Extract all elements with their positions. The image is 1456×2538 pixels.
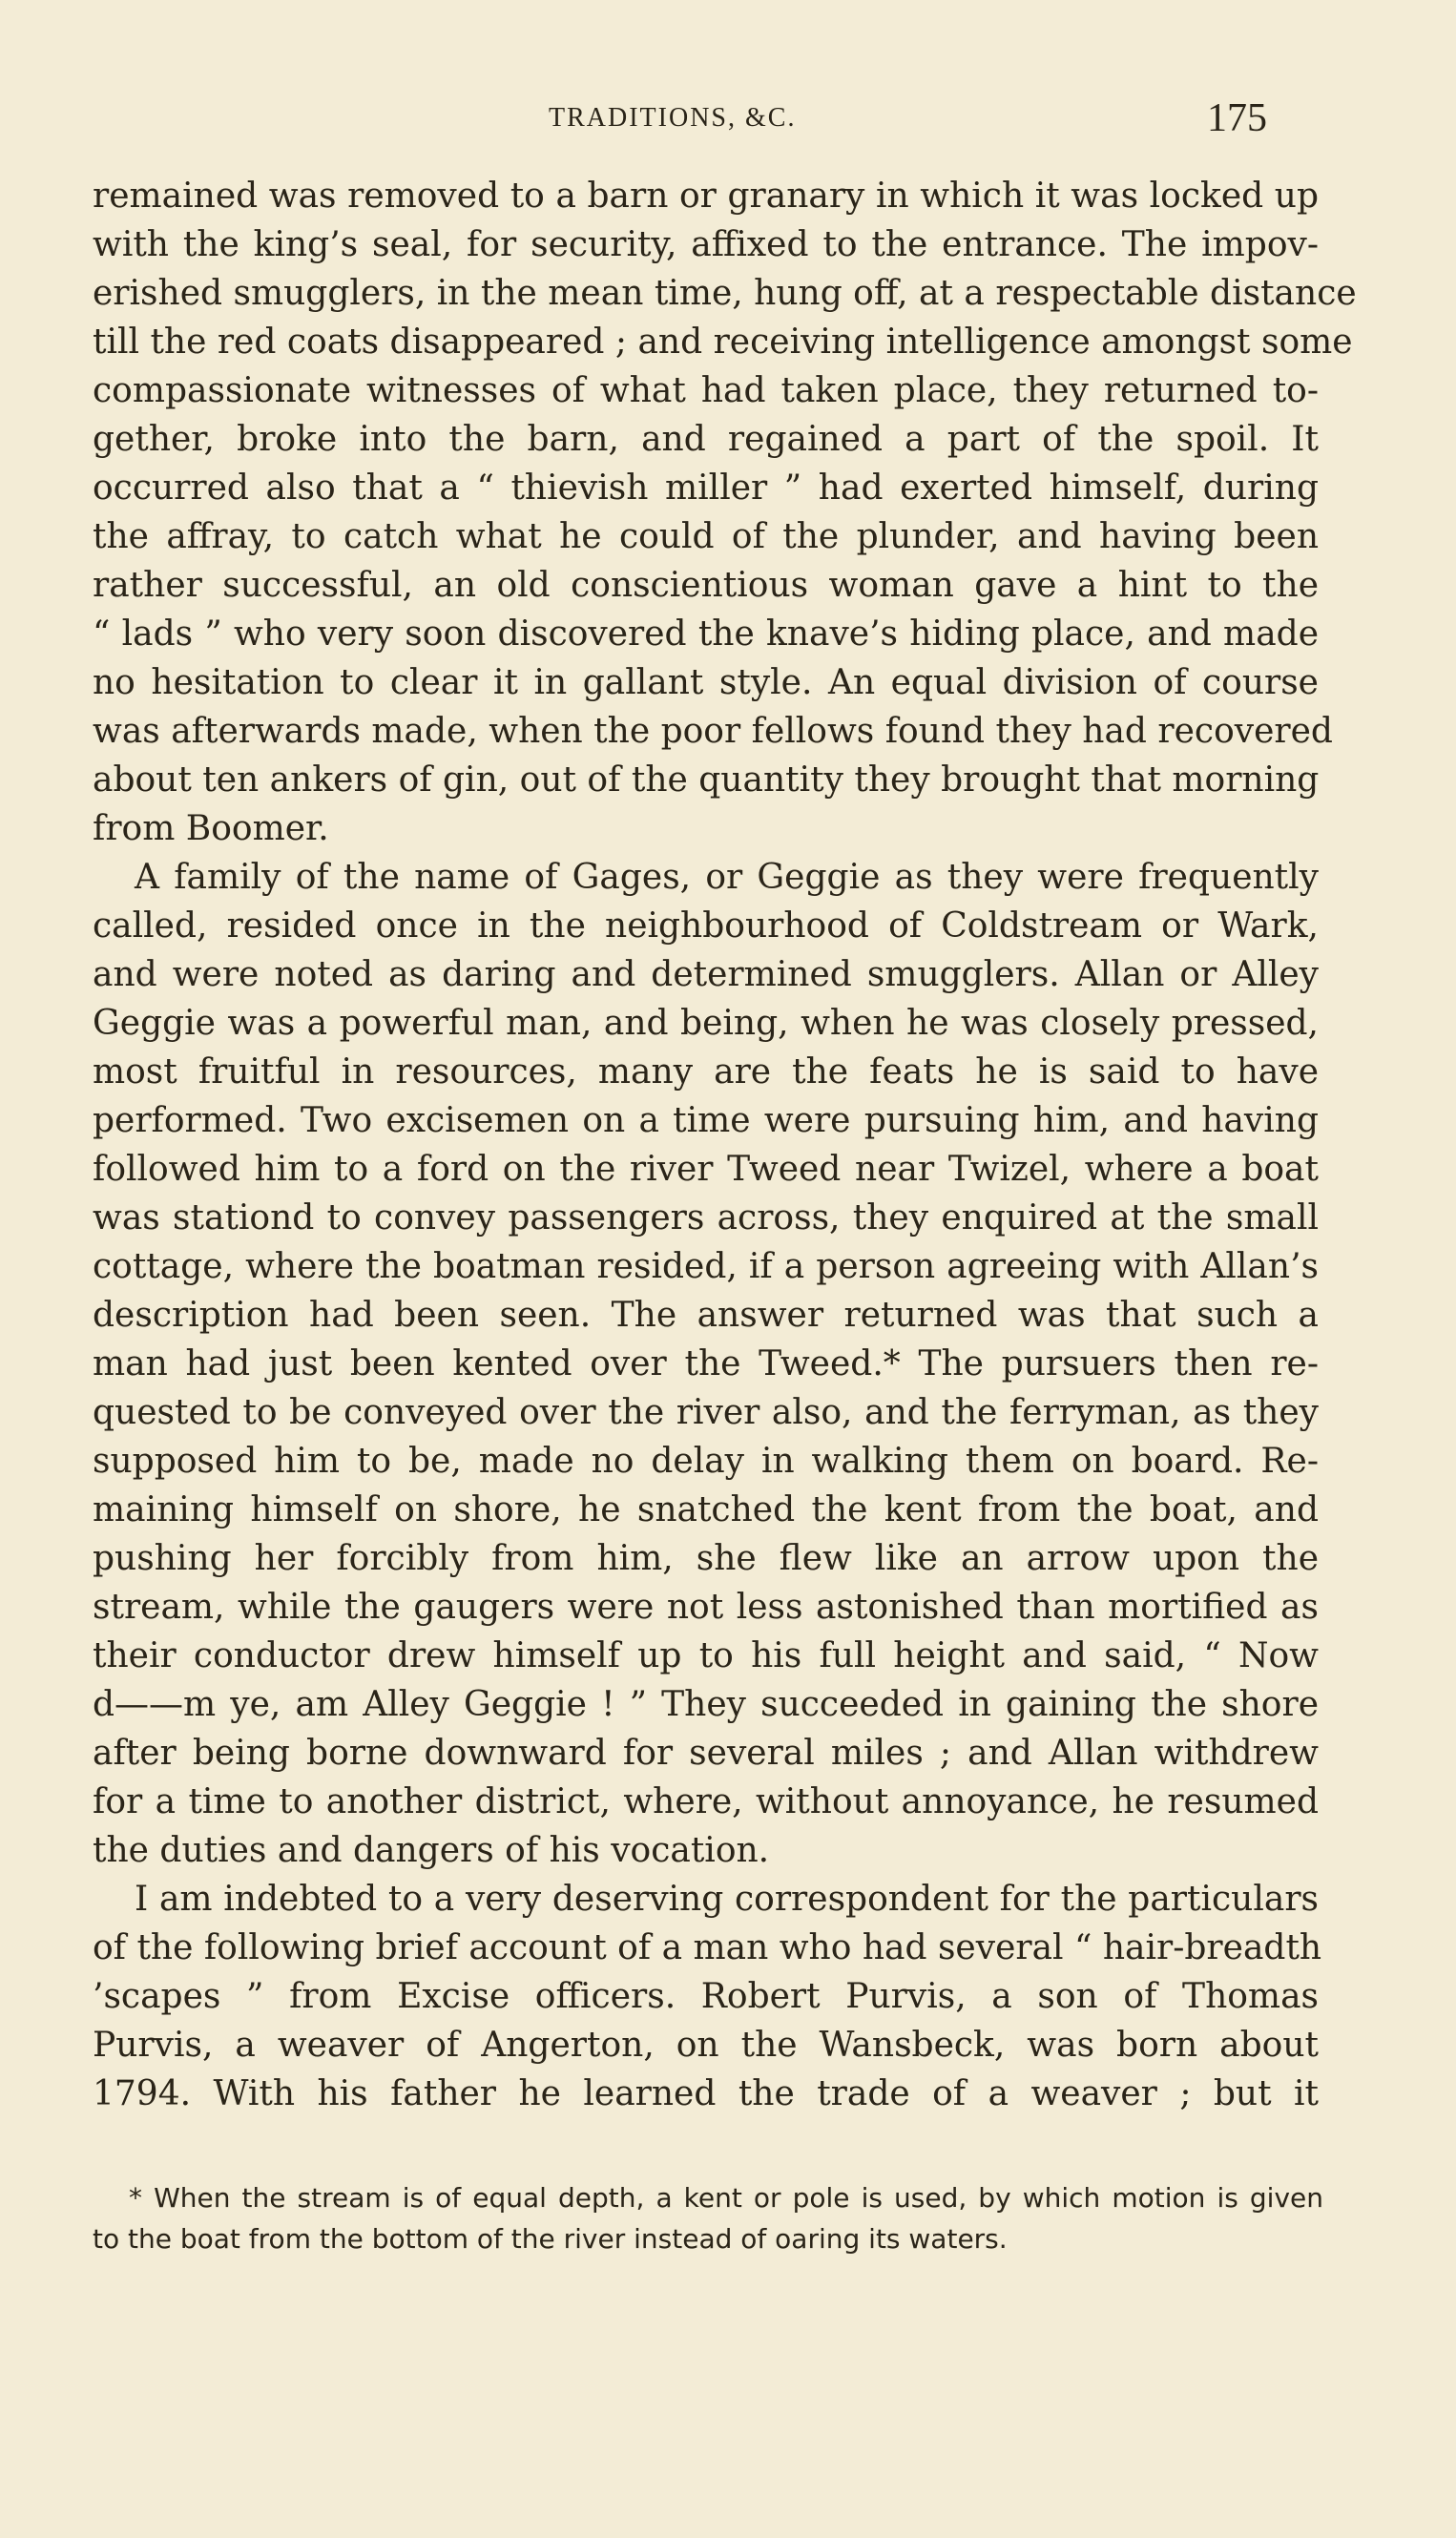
footnote-line: to the boat from the bottom of the river instead of oaring its waters. [93,2223,1008,2255]
text-line: about ten ankers of gin, out of the quantity they brought that morning [93,760,1320,800]
text-line: man had just been kented over the Tweed.* The pursuers then re- [93,1344,1319,1383]
text-line: Purvis, a weaver of Angerton, on the Wansbeck, was born about [93,2026,1319,2065]
text-line: the duties and dangers of his vocation. [93,1831,770,1870]
text-line: of the following brief account of a man who had several “ hair-breadth [93,1928,1322,1967]
running-title: TRADITIONS, &C. [549,103,797,133]
text-line: ’scapes ” from Excise officers. Robert Purvis, a son of Thomas [93,1977,1319,2016]
text-line: performed. Two excisemen on a time were pursuing him, and having [93,1101,1319,1140]
text-line: “ lads ” who very soon discovered the knave’s hiding place, and made [93,614,1319,654]
text-line: d——m ye, am Alley Geggie ! ” They succeeded in gaining the shore [93,1685,1319,1724]
text-line: erished smugglers, in the mean time, hung off, at a respectable distance [93,274,1357,313]
text-line: pushing her forcibly from him, she flew like an arrow upon the [93,1539,1319,1578]
text-line: compassionate witnesses of what had taken place, they returned to- [93,371,1319,410]
text-line: and were noted as daring and determined smugglers. Allan or Alley [93,955,1319,994]
text-line: maining himself on shore, he snatched the kent from the boat, and [93,1490,1319,1529]
text-line: the affray, to catch what he could of the plunder, and having been [93,517,1319,556]
text-line: no hesitation to clear it in gallant style. An equal division of course [93,663,1319,702]
text-line: supposed him to be, made no delay in walking them on board. Re- [93,1442,1319,1481]
running-head [0,95,1456,153]
page-number: 175 [1207,96,1267,140]
footnote-line: * When the stream is of equal depth, a kent or pole is used, by which motion is given [129,2182,1323,2214]
text-line: for a time to another district, where, without annoyance, he resumed [93,1782,1319,1821]
text-line: from Boomer. [93,809,329,848]
text-line: most fruitful in resources, many are the feats he is said to have [93,1052,1319,1092]
text-line: quested to be conveyed over the river also, and the ferryman, as they [93,1393,1319,1432]
footnote [93,2177,1323,2259]
text-line: with the king’s seal, for security, affixed to the entrance. The impov- [93,225,1319,264]
text-line: 1794. With his father he learned the trade of a weaver ; but it [93,2074,1319,2113]
body-text [93,172,1357,2118]
text-line: their conductor drew himself up to his full height and said, “ Now [93,1636,1319,1675]
text-line: Geggie was a powerful man, and being, when he was closely pressed, [93,1004,1319,1043]
text-line: followed him to a ford on the river Tweed near Twizel, where a boat [93,1150,1319,1189]
text-line: till the red coats disappeared ; and receiving intelligence amongst some [93,322,1353,362]
text-line: called, resided once in the neighbourhood of Coldstream or Wark, [93,906,1319,946]
text-line: gether, broke into the barn, and regained a part of the spoil. It [93,420,1319,459]
text-line: A family of the name of Gages, or Geggie as they were frequently [135,858,1319,897]
text-line: rather successful, an old conscientious woman gave a hint to the [93,566,1319,605]
text-line: was afterwards made, when the poor fellows found they had recovered [93,712,1333,751]
text-line: occurred also that a “ thievish miller ” had exerted himself, during [93,468,1319,508]
text-line: cottage, where the boatman resided, if a person agreeing with Allan’s [93,1247,1319,1286]
text-line: after being borne downward for several miles ; and Allan withdrew [93,1734,1319,1773]
text-line: I am indebted to a very deserving correspondent for the particulars [135,1880,1319,1919]
text-line: stream, while the gaugers were not less astonished than mortified as [93,1588,1319,1627]
text-line: was stationd to convey passengers across, they enquired at the small [93,1198,1319,1238]
text-line: remained was removed to a barn or granary in which it was locked up [93,177,1319,216]
text-line: description had been seen. The answer returned was that such a [93,1296,1319,1335]
